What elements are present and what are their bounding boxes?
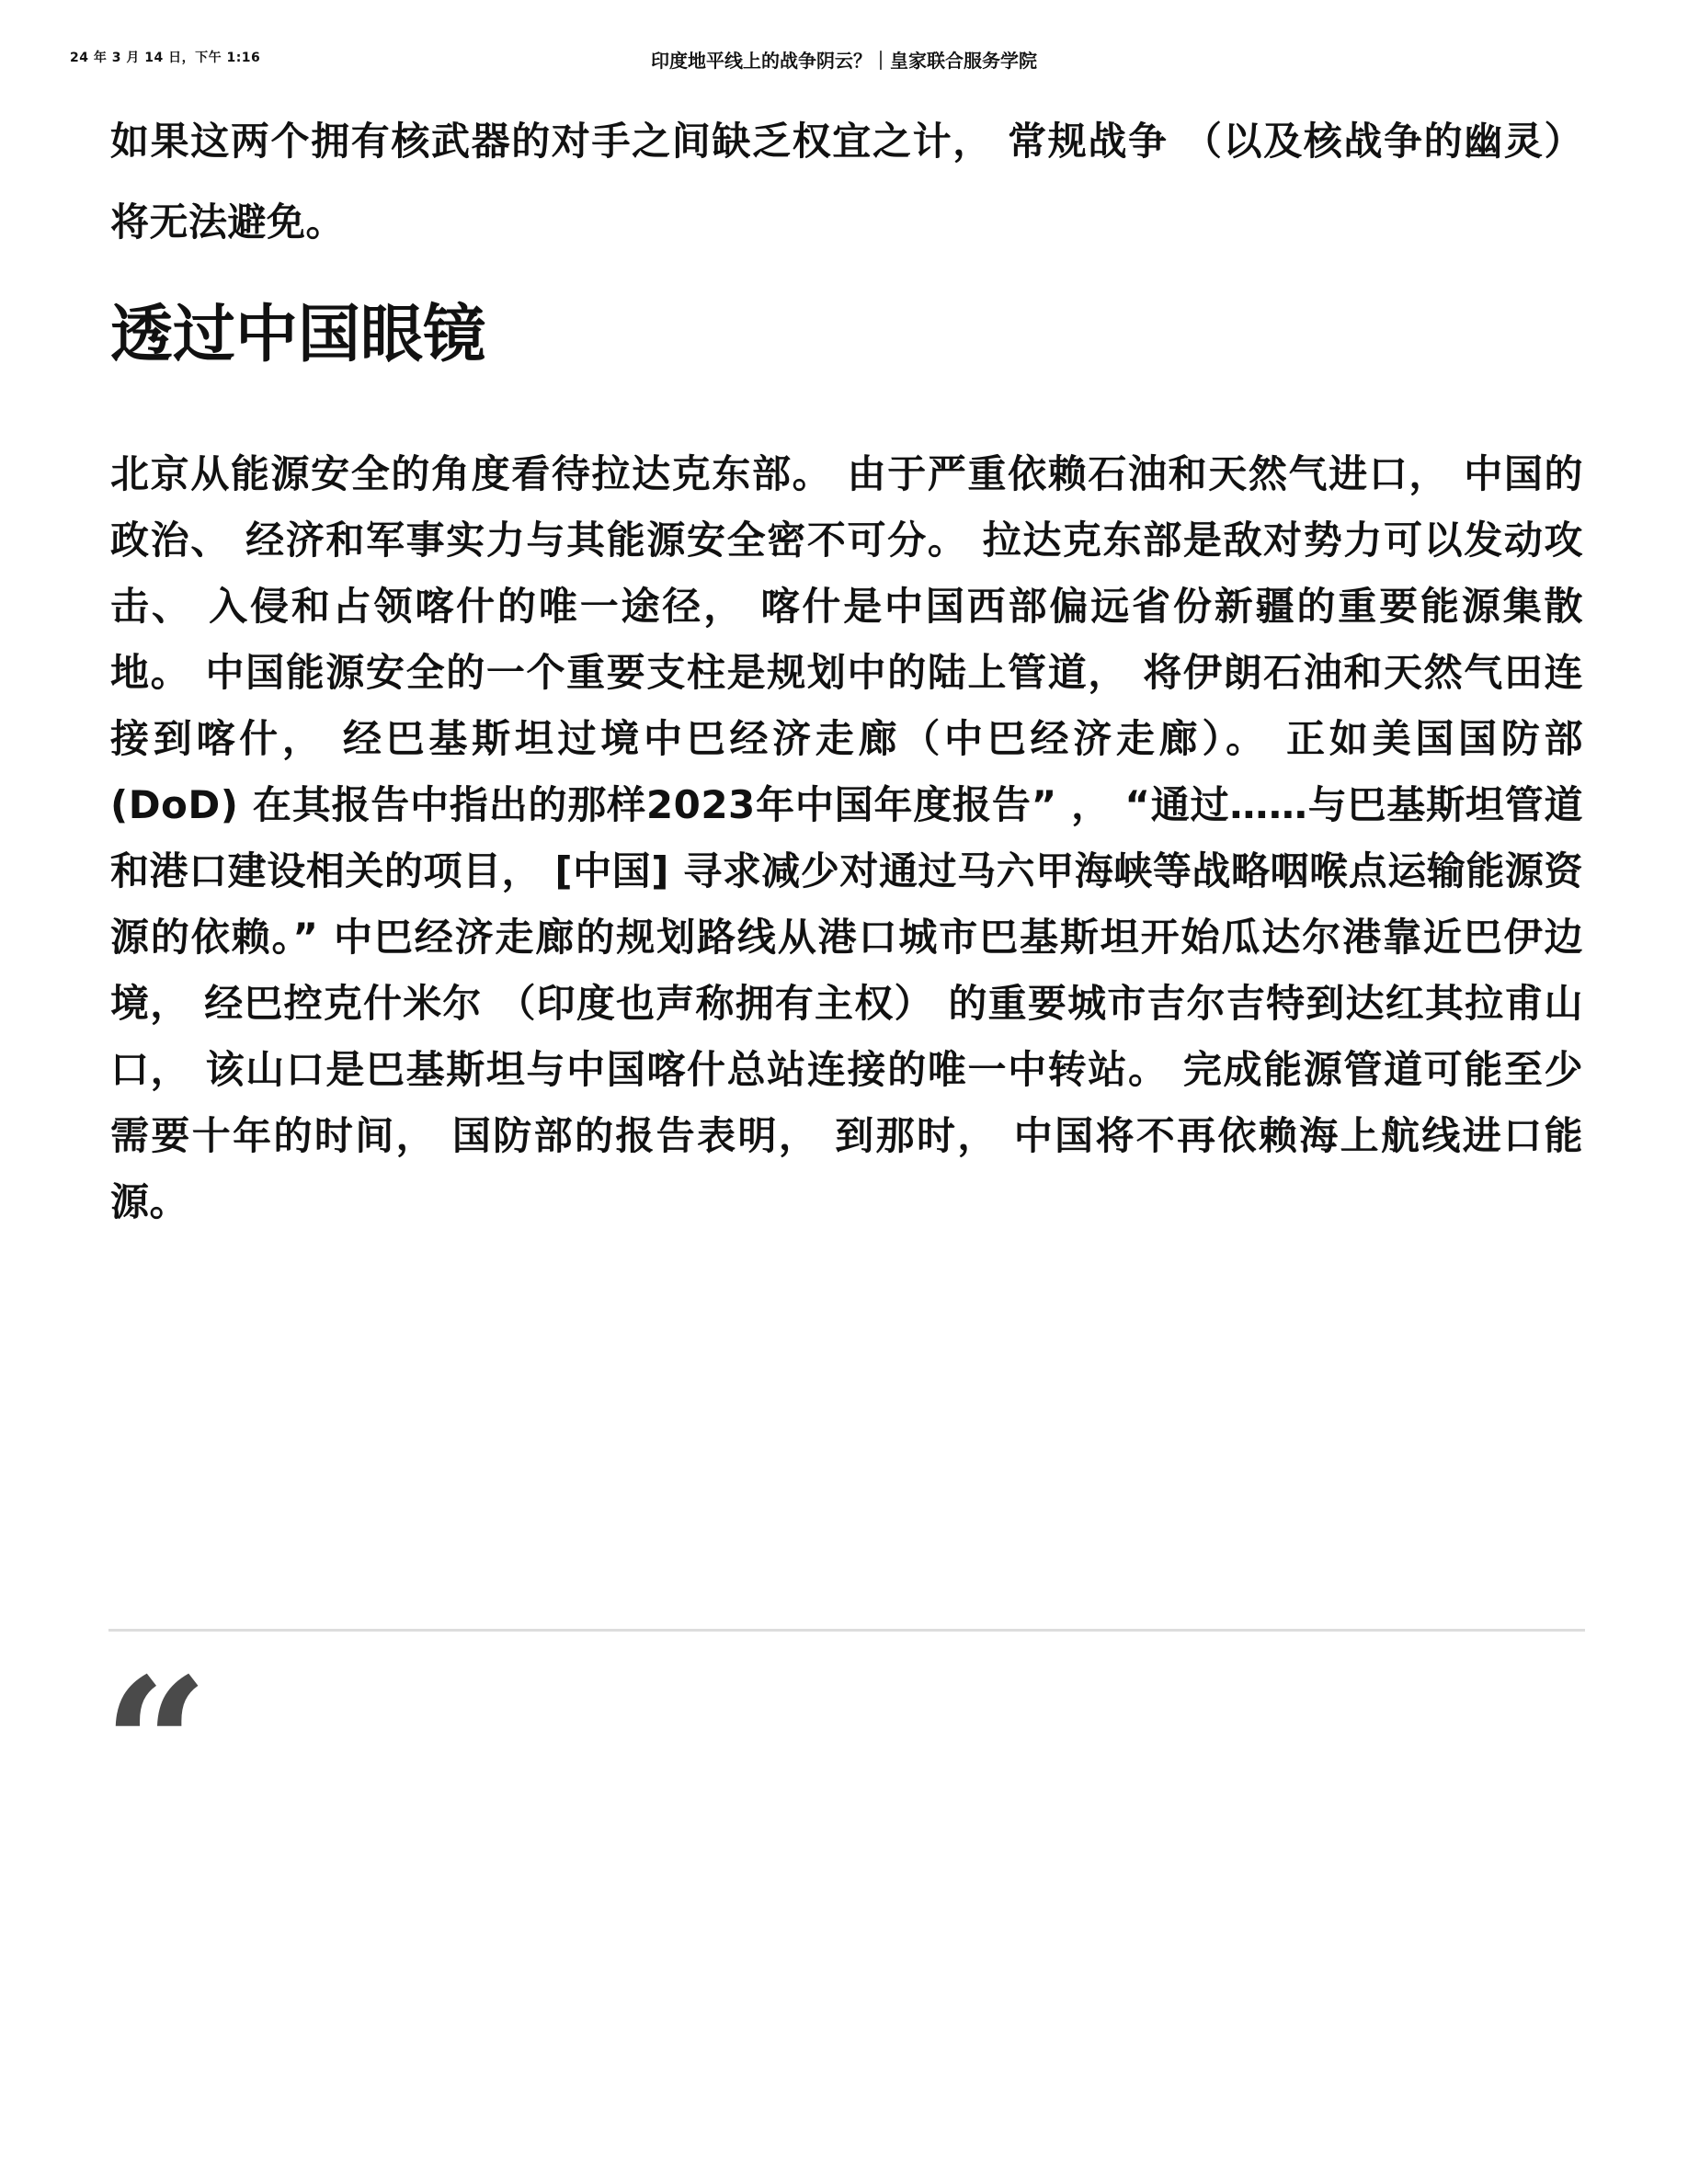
page-title: 印度地平线上的战争阴云？｜皇家联合服务学院	[651, 50, 1037, 72]
article-body	[110, 101, 1583, 1235]
print-header	[0, 46, 1688, 70]
section-heading: 透过中国眼镜	[110, 299, 486, 371]
article-paragraph: 如果这两个拥有核武器的对手之间缺乏权宜之计， 常规战争 （以及核战争的幽灵） 将无法避免。	[110, 119, 1583, 245]
print-date: 24 年 3 月 14 日，下午 1:16	[70, 51, 261, 65]
quote-mark-icon: “	[103, 1638, 210, 1854]
article-paragraph: 北京从能源安全的角度看待拉达克东部。 由于严重依赖石油和天然气进口， 中国的政治、 经济和军事实力与其能源安全密不可分。 拉达克东部是敌对势力可以发动攻击、 入侵和占领喀什的唯一途径， 喀什是中国西部偏远省份新疆的重要能源集散地。 中国能源安全的一个重要支柱是规划中的陆上管道， 将伊朗石油和天然气田连接到喀什， 经巴基斯坦过境中巴经济走廊（中巴经济走廊）。 正如美国国防部 (DoD) 在其报告中指出的那样2023年中国年度报告” ， “通过……与巴基斯坦管道和港口建设相关的项目， [中国] 寻求减少对通过马六甲海峡等战略咽喉点运输能源资源的依赖。” 中巴经济走廊的规划路线从港口城市巴基斯坦开始瓜达尔港靠近巴伊边境， 经巴控克什米尔 （印度也声称拥有主权） 的重要城市吉尔吉特到达红其拉甫山口， 该山口是巴基斯坦与中国喀什总站连接的唯一中转站。 完成能源管道可能至少需要十年的时间， 国防部的报告表明， 到那时， 中国将不再依赖海上航线进口能源。	[110, 451, 1583, 1224]
divider	[108, 1629, 1585, 1632]
